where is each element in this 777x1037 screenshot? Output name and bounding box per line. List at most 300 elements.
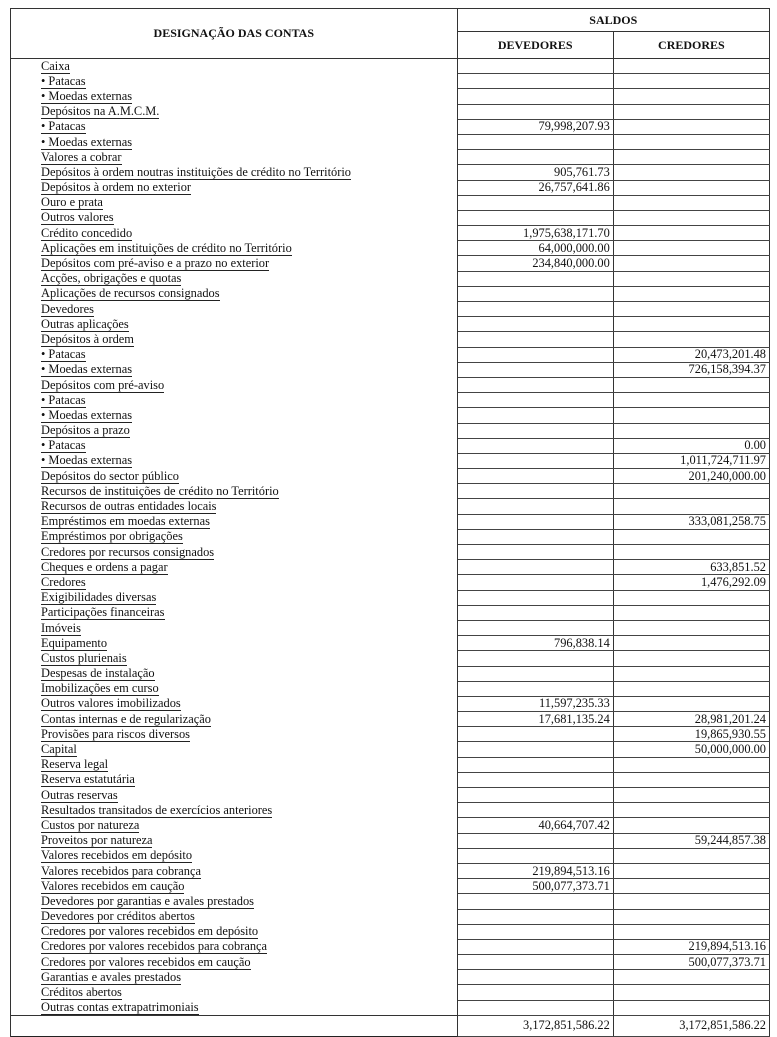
devedores-value [457,484,613,499]
credores-value [613,499,769,514]
table-row [11,939,770,954]
account-name-cell [11,712,458,727]
devedores-value [457,681,613,696]
total-devedores: 3,172,851,586.22 [457,1015,613,1036]
table-row [11,757,770,772]
total-credores: 3,172,851,586.22 [613,1015,769,1036]
account-name: Depósitos do sector público [41,468,179,483]
account-name-cell [11,89,458,104]
account-rows [11,59,770,1016]
account-name: Valores recebidos em depósito [41,848,193,863]
table-row [11,362,770,377]
credores-value: 1,476,292.09 [613,575,769,590]
account-name-cell [11,119,458,134]
devedores-value [457,529,613,544]
devedores-value [457,514,613,529]
account-name: Depósitos na A.M.C.M. [41,104,160,119]
credores-value [613,803,769,818]
account-name: Equipamento [41,635,108,650]
table-row [11,545,770,560]
credores-value: 726,158,394.37 [613,362,769,377]
table-row [11,955,770,970]
credores-value [613,423,769,438]
devedores-value: 1,975,638,171.70 [457,226,613,241]
account-name: Crédito concedido [41,225,133,240]
credores-value [613,605,769,620]
credores-value: 19,865,930.55 [613,727,769,742]
devedores-value [457,438,613,453]
devedores-value [457,210,613,225]
credores-value [613,651,769,666]
account-name-cell [11,955,458,970]
table-row [11,499,770,514]
devedores-header: DEVEDORES [457,32,613,59]
credores-value: 50,000,000.00 [613,742,769,757]
table-row [11,438,770,453]
account-name-cell [11,241,458,256]
table-row [11,620,770,635]
devedores-value [457,408,613,423]
credores-value [613,894,769,909]
account-name-cell [11,788,458,803]
credores-value: 633,851.52 [613,560,769,575]
devedores-value [457,195,613,210]
account-name-cell [11,362,458,377]
table-row [11,666,770,681]
account-name: Devedores por garantias e avales prestados [41,893,254,908]
credores-value [613,210,769,225]
devedores-value: 11,597,235.33 [457,696,613,711]
credores-value [613,788,769,803]
account-name-cell [11,863,458,878]
devedores-value [457,89,613,104]
account-name: Valores recebidos em caução [41,878,185,893]
account-name: Reserva estatutária [41,772,135,787]
account-name-cell [11,529,458,544]
account-name-cell [11,195,458,210]
account-name: Empréstimos por obrigações [41,529,183,544]
devedores-value [457,788,613,803]
account-name-cell [11,636,458,651]
table-row [11,393,770,408]
table-row [11,256,770,271]
table-row [11,727,770,742]
table-row [11,575,770,590]
account-name: Depósitos à ordem no exterior [41,180,192,195]
credores-value: 201,240,000.00 [613,469,769,484]
devedores-value: 500,077,373.71 [457,879,613,894]
account-name: Outras contas extrapatrimoniais [41,999,199,1014]
account-name-cell [11,894,458,909]
account-name: Depósitos à ordem [41,331,134,346]
credores-value [613,909,769,924]
table-row [11,681,770,696]
devedores-value [457,362,613,377]
account-name: Devedores [41,301,94,316]
table-row [11,848,770,863]
credores-value [613,636,769,651]
account-name-cell [11,256,458,271]
table-row [11,195,770,210]
table-row [11,317,770,332]
credores-value [613,985,769,1000]
account-name: • Patacas [41,392,86,407]
credores-value [613,89,769,104]
account-name: Credores [41,574,86,589]
credores-value [613,879,769,894]
table-row [11,271,770,286]
credores-value [613,226,769,241]
table-row [11,469,770,484]
account-name: Valores recebidos para cobrança [41,863,201,878]
account-name-cell [11,818,458,833]
credores-value [613,408,769,423]
account-name-cell [11,423,458,438]
account-name-cell [11,575,458,590]
table-row [11,226,770,241]
table-row [11,924,770,939]
credores-value: 20,473,201.48 [613,347,769,362]
devedores-value [457,651,613,666]
table-row [11,772,770,787]
credores-value [613,317,769,332]
devedores-value: 905,761.73 [457,165,613,180]
table-row [11,970,770,985]
table-row [11,150,770,165]
devedores-value: 796,838.14 [457,636,613,651]
account-name-cell [11,408,458,423]
devedores-value [457,150,613,165]
account-name: Depósitos com pré-aviso [41,377,165,392]
table-row [11,651,770,666]
credores-value [613,377,769,392]
account-name-cell [11,666,458,681]
account-name-cell [11,59,458,74]
credores-value [613,666,769,681]
devedores-value [457,560,613,575]
account-name-cell [11,438,458,453]
table-row [11,605,770,620]
account-name: Outros valores imobilizados [41,696,181,711]
account-name: Depósitos à ordem noutras instituições de crédito no Território [41,164,351,179]
table-row [11,742,770,757]
devedores-value [457,469,613,484]
account-name: Custos plurienais [41,650,127,665]
account-name: • Patacas [41,438,86,453]
credores-value: 28,981,201.24 [613,712,769,727]
account-name: Depósitos com pré-aviso e a prazo no exterior [41,256,270,271]
table-row [11,818,770,833]
account-name: Exigibilidades diversas [41,590,157,605]
account-name: • Patacas [41,347,86,362]
account-name: Empréstimos em moedas externas [41,514,210,529]
credores-value [613,620,769,635]
account-name-cell [11,226,458,241]
devedores-value [457,134,613,149]
account-name-cell [11,924,458,939]
credores-value [613,696,769,711]
account-name: Capital [41,742,77,757]
credores-value [613,195,769,210]
table-row [11,165,770,180]
account-name-cell [11,848,458,863]
devedores-value [457,453,613,468]
account-name-cell [11,514,458,529]
account-name: Credores por valores recebidos em caução [41,954,251,969]
devedores-value [457,848,613,863]
devedores-value: 17,681,135.24 [457,712,613,727]
account-name: Provisões para riscos diversos [41,726,191,741]
devedores-value [457,271,613,286]
credores-value [613,119,769,134]
table-row [11,89,770,104]
account-name: Recursos de outras entidades locais [41,499,217,514]
account-name: Custos por natureza [41,817,140,832]
table-row [11,590,770,605]
account-name: Credores por valores recebidos para cobrança [41,939,268,954]
devedores-value [457,620,613,635]
credores-value [613,848,769,863]
devedores-value [457,1000,613,1015]
devedores-value [457,772,613,787]
account-name: • Moedas externas [41,453,133,468]
account-name-cell [11,939,458,954]
account-name: Imobilizações em curso [41,681,159,696]
devedores-value [457,742,613,757]
table-row [11,134,770,149]
devedores-value [457,955,613,970]
table-row [11,332,770,347]
devedores-value [457,423,613,438]
devedores-value [457,605,613,620]
account-name-cell [11,499,458,514]
account-name-cell [11,651,458,666]
designation-header: DESIGNAÇÃO DAS CONTAS [11,9,458,59]
table-row [11,377,770,392]
account-name: Contas internas e de regularização [41,711,211,726]
table-row [11,788,770,803]
devedores-value [457,575,613,590]
devedores-value [457,393,613,408]
credores-value [613,302,769,317]
account-name-cell [11,909,458,924]
account-name: Devedores por créditos abertos [41,909,195,924]
credores-value [613,757,769,772]
credores-value [613,393,769,408]
table-row [11,347,770,362]
saldos-header: SALDOS [457,9,769,32]
table-row [11,286,770,301]
table-row [11,560,770,575]
account-name-cell [11,620,458,635]
table-row [11,1000,770,1015]
account-name-cell [11,210,458,225]
account-name: Aplicações em instituições de crédito no Território [41,240,292,255]
account-name-cell [11,772,458,787]
devedores-value: 64,000,000.00 [457,241,613,256]
credores-value [613,529,769,544]
credores-value [613,681,769,696]
devedores-value [457,499,613,514]
credores-value [613,271,769,286]
account-name: Recursos de instituições de crédito no Território [41,483,279,498]
table-row [11,529,770,544]
devedores-value [457,104,613,119]
account-name-cell [11,347,458,362]
table-row [11,833,770,848]
table-row [11,119,770,134]
credores-value [613,545,769,560]
account-name-cell [11,545,458,560]
table-row [11,59,770,74]
account-name-cell [11,271,458,286]
account-name: • Moedas externas [41,134,133,149]
account-name-cell [11,727,458,742]
devedores-value [457,970,613,985]
account-name-cell [11,150,458,165]
table-row [11,241,770,256]
table-row [11,484,770,499]
account-name: Créditos abertos [41,985,122,1000]
account-name: Imóveis [41,620,81,635]
devedores-value [457,894,613,909]
devedores-value: 219,894,513.16 [457,863,613,878]
table-row [11,74,770,89]
devedores-value [457,347,613,362]
table-row [11,696,770,711]
devedores-value [457,924,613,939]
account-name-cell [11,377,458,392]
devedores-value [457,803,613,818]
devedores-value [457,545,613,560]
account-name-cell [11,742,458,757]
devedores-value: 40,664,707.42 [457,818,613,833]
account-name-cell [11,590,458,605]
devedores-value [457,286,613,301]
account-name-cell [11,605,458,620]
account-name: Outros valores [41,210,114,225]
credores-value [613,180,769,195]
devedores-value [457,939,613,954]
account-name-cell [11,393,458,408]
account-name: • Moedas externas [41,362,133,377]
devedores-value [457,332,613,347]
account-name-cell [11,970,458,985]
table-row [11,408,770,423]
devedores-value: 234,840,000.00 [457,256,613,271]
table-row [11,712,770,727]
table-row [11,985,770,1000]
account-name-cell [11,104,458,119]
devedores-value [457,666,613,681]
devedores-value [457,74,613,89]
credores-value [613,332,769,347]
credores-value [613,241,769,256]
account-name-cell [11,803,458,818]
account-name: Reserva legal [41,757,109,772]
balance-sheet-table [10,8,770,1037]
devedores-value [457,757,613,772]
account-name-cell [11,286,458,301]
account-name-cell [11,879,458,894]
account-name: Proveitos por natureza [41,833,153,848]
credores-value: 0.00 [613,438,769,453]
credores-value: 333,081,258.75 [613,514,769,529]
credores-value [613,256,769,271]
devedores-value [457,985,613,1000]
devedores-value: 79,998,207.93 [457,119,613,134]
account-name-cell [11,560,458,575]
credores-value [613,772,769,787]
account-name-cell [11,165,458,180]
account-name: Valores a cobrar [41,149,122,164]
credores-value [613,818,769,833]
account-name-cell [11,332,458,347]
credores-value [613,970,769,985]
table-row [11,514,770,529]
totals-row [11,1015,770,1036]
account-name-cell [11,469,458,484]
devedores-value [457,377,613,392]
account-name: Depósitos a prazo [41,423,130,438]
account-name-cell [11,74,458,89]
credores-value [613,104,769,119]
account-name: Outras reservas [41,787,118,802]
account-name: Cheques e ordens a pagar [41,559,168,574]
account-name-cell [11,317,458,332]
account-name-cell [11,484,458,499]
account-name: Resultados transitados de exercícios anteriores [41,802,273,817]
credores-value [613,484,769,499]
credores-value [613,590,769,605]
table-row [11,863,770,878]
table-row [11,210,770,225]
account-name: Garantias e avales prestados [41,969,182,984]
credores-value [613,74,769,89]
account-name-cell [11,985,458,1000]
credores-value: 500,077,373.71 [613,955,769,970]
table-row [11,104,770,119]
account-name: Caixa [41,58,70,73]
account-name: Participações financeiras [41,605,165,620]
table-row [11,909,770,924]
account-name-cell [11,696,458,711]
account-name: Ouro e prata [41,195,103,210]
credores-header: CREDORES [613,32,769,59]
account-name-cell [11,302,458,317]
account-name-cell [11,833,458,848]
account-name: Credores por recursos consignados [41,544,215,559]
account-name: • Patacas [41,73,86,88]
table-row [11,803,770,818]
account-name-cell [11,134,458,149]
account-name: • Moedas externas [41,88,133,103]
credores-value [613,1000,769,1015]
account-name: Aplicações de recursos consignados [41,286,220,301]
account-name: Despesas de instalação [41,666,155,681]
devedores-value [457,59,613,74]
account-name-cell [11,757,458,772]
devedores-value: 26,757,641.86 [457,180,613,195]
table-row [11,894,770,909]
devedores-value [457,317,613,332]
credores-value [613,286,769,301]
account-name: Acções, obrigações e quotas [41,271,182,286]
totals-label-cell [11,1015,458,1036]
devedores-value [457,727,613,742]
table-row [11,180,770,195]
credores-value: 59,244,857.38 [613,833,769,848]
